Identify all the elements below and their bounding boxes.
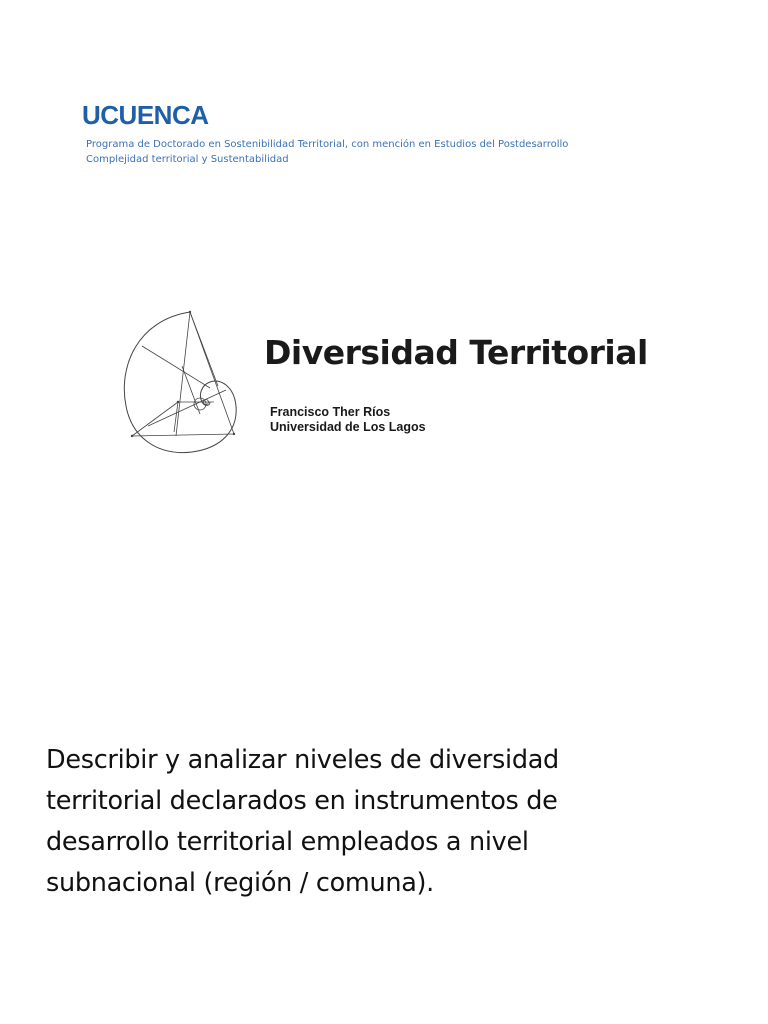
author-name: Francisco Ther Ríos <box>270 405 391 419</box>
objective-slide <box>0 512 768 1024</box>
author-affiliation: Universidad de Los Lagos <box>270 420 426 434</box>
objective-line-4: subnacional (región / comuna). <box>46 868 434 898</box>
objective-line-3: desarrollo territorial empleados a nivel <box>46 827 529 857</box>
author-block <box>270 405 426 435</box>
program-description <box>86 137 568 167</box>
spiral-outer-arc <box>124 312 236 453</box>
program-line-2: Complejidad territorial y Sustentabilidad <box>86 154 289 165</box>
objective-text <box>46 740 726 904</box>
objective-line-1: Describir y analizar niveles de diversidad <box>46 745 559 775</box>
objective-line-2: territorial declarados en instrumentos de <box>46 786 558 816</box>
slide-title: Diversidad Territorial <box>264 333 648 372</box>
ucuenca-logo: UCUENCA <box>82 100 209 130</box>
program-line-1: Programa de Doctorado en Sostenibilidad Territorial, con mención en Estudios del Postdesarrollo <box>86 139 569 150</box>
golden-spiral-icon <box>118 306 242 458</box>
